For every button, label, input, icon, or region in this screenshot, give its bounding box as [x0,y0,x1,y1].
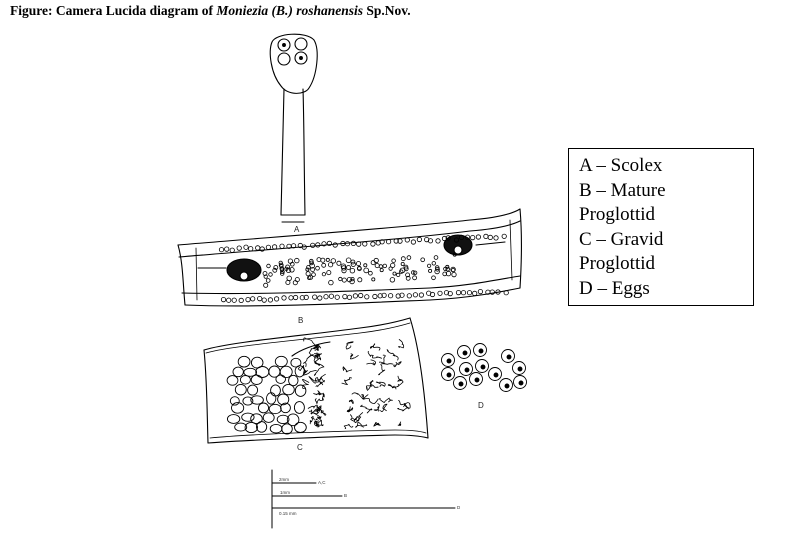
caption-prefix: Figure: Camera Lucida diagram of [10,3,217,18]
scale-bars [272,470,455,528]
caption-species: Moniezia (B.) roshanensis [216,3,364,18]
scolex-drawing [270,34,317,222]
legend-line-5: Proglottid [579,253,656,275]
mature-proglottid-drawing [178,209,522,306]
legend-line-3: Proglottid [579,204,656,226]
legend-line-6: D – Eggs [579,277,650,299]
scale-bar-3-ref: D [457,505,461,510]
panel-label-a: A [294,225,300,234]
scale-bar-2-label: 1mm [280,490,290,495]
gravid-uterus-branches [298,338,410,429]
scale-bar-2-ref: B [344,493,348,498]
legend-line-1: A – Scolex [579,155,663,176]
legend-line-2: B – Mature [579,179,666,201]
scale-bar-3-label: 0.15 mm [279,511,297,516]
panel-label-b: B [298,316,304,325]
gravid-uterus-cells [227,356,306,434]
figure-legend [568,148,754,306]
caption-suffix: Sp.Nov. [363,3,411,18]
legend-line-4: C – Gravid [579,228,664,250]
panel-label-d: D [478,401,484,410]
scale-bar-1-label: 2mm [279,477,289,482]
eggs-drawing [442,344,527,392]
panel-label-c: C [297,443,303,452]
scale-bar-1-ref: A,C [318,480,326,485]
